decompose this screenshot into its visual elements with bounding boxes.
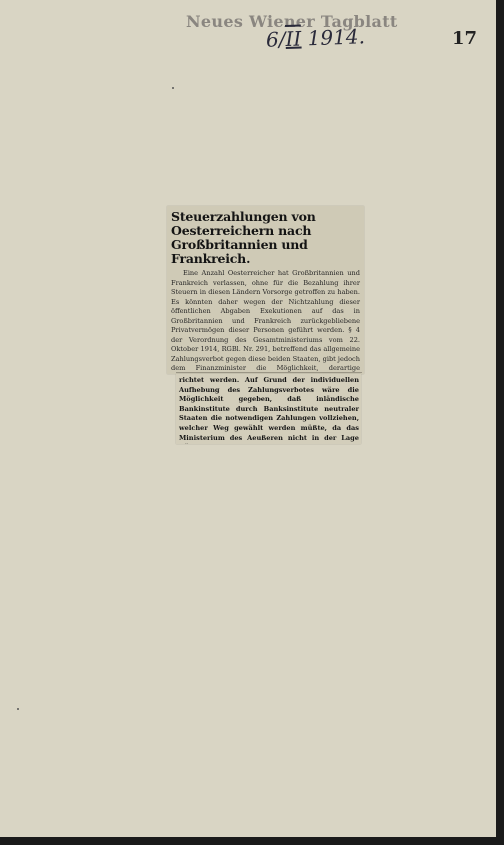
handwritten-date-month: II [285,26,302,52]
newspaper-clipping-lower [176,374,361,444]
clipping-paragraph-1 [171,269,360,374]
newspaper-source-stamp: Neues Wiener Tagblatt [186,12,398,31]
clipping-paragraph-1-text: Eine Anzahl Oesterreicher hat Großbritannien und Frankreich verlassen, ohne für die Bezahlung ihrer Steuern in diesen Ländern Vorsorge getroffen zu haben. Es könnten daher wegen der Nichtzahlung dieser öffentlichen Abgaben Exekutionen auf das in Großbritannien und Frankreich zurückgebliebene Privatvermögen dieser Personen geführt werden. § 4 der Verordnung des Gesamtministeriums vom 22. Oktober 1914, RGBl. Nr. 291, betreffend das allgemeine Zahlungsverbot gegen diese beiden Staaten, gibt jedoch dem Finanzminister die Möglichkeit, derartige [171,269,360,372]
handwritten-date-year: 1914. [300,24,366,51]
paper-speck [172,87,174,89]
paper-speck [17,708,19,710]
handwritten-date-day: 6/ [265,27,286,52]
clipping-divider [176,372,362,373]
handwritten-date [266,24,366,51]
newspaper-clipping-upper [167,206,364,374]
page-number: 17 [452,28,478,49]
clipping-headline: Steuerzahlungen von Oesterreichern nach Großbritannien und Frankreich. [171,209,316,266]
clipping-paragraph-2: richtet werden. Auf Grund der individuellen Aufhebung des Zahlungsverbotes wäre die Möglichkeit gegeben, daß inländische Bankinstitute durch Banksinstitute neutraler Staaten die notwendigen Zahlungen vollziehen, welcher Weg gewählt werden müßte, da das Ministerium des Aeußeren nicht in der Lage [179,376,359,442]
